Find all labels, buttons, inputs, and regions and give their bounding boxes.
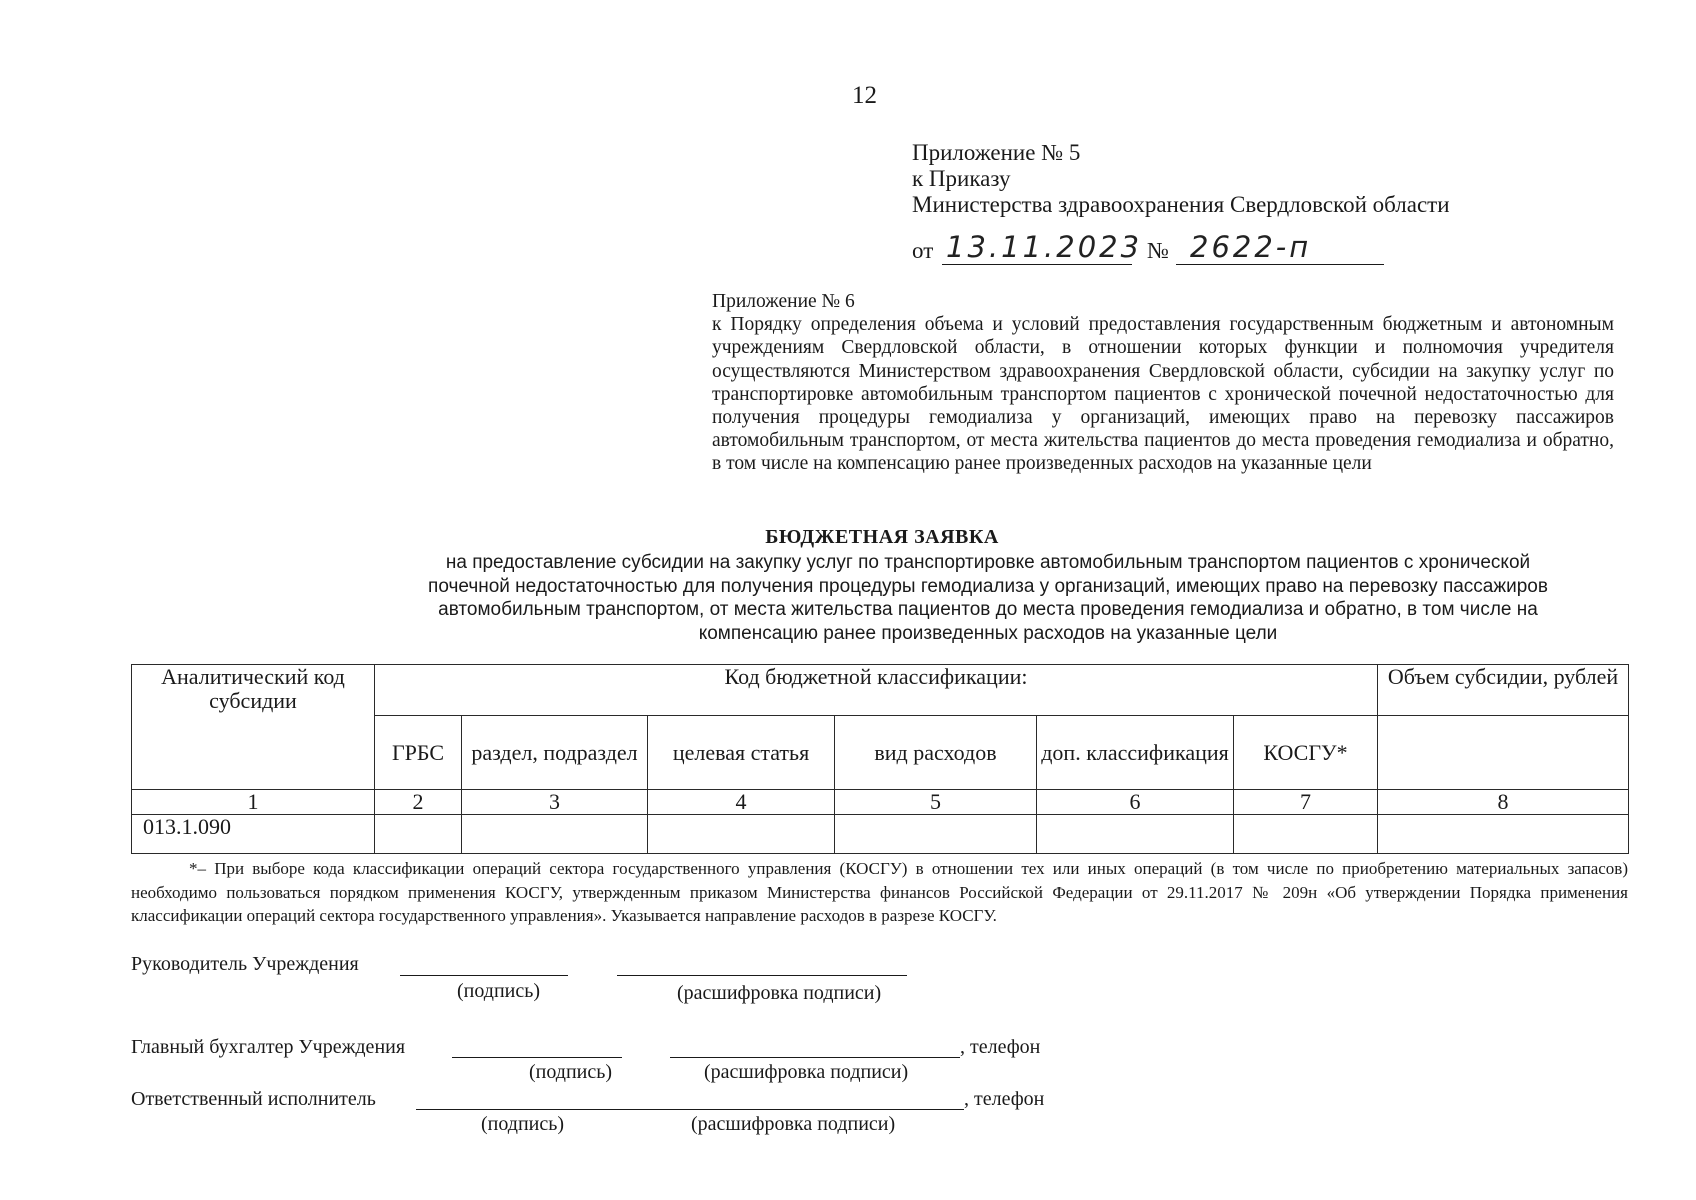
column-number: 8 bbox=[1378, 790, 1629, 815]
order-date-field bbox=[946, 230, 1143, 266]
order-from-label: от bbox=[912, 238, 934, 263]
appendix-6-text: к Порядку определения объема и условий предоставления государственным бюджетным и автономным учреждениям Свердловской области, в отношении которых функции и полномочия учредителя осуществляются Министерством здравоохранения Свердловской области, субсидии на закупку услуг по транспортировке автомобильным транспортом пациентов с хронической почечной недостаточностью для получения процедуры гемодиализа у организаций, имеющих право на перевозку пассажиров автомобильным транспортом, от места жительства пациентов до места проведения гемодиализа и обратно, в том числе на компенсацию ранее произведенных расходов на указанные цели bbox=[712, 314, 1614, 475]
appendix-5-to-order: к Приказу bbox=[912, 166, 1011, 191]
cell-target-article bbox=[648, 815, 835, 854]
executor-decoding-caption: (расшифровка подписи) bbox=[691, 1113, 896, 1135]
appendix-5-header bbox=[912, 140, 1450, 218]
table-number-row bbox=[132, 790, 1629, 815]
document-title: БЮДЖЕТНАЯ ЗАЯВКА bbox=[765, 526, 999, 548]
cell-extra-classification bbox=[1037, 815, 1234, 854]
order-number-label: № bbox=[1147, 238, 1169, 263]
executor-label: Ответственный исполнитель bbox=[131, 1088, 376, 1110]
cell-grbs bbox=[375, 815, 462, 854]
column-number: 2 bbox=[375, 790, 462, 815]
document-subtitle bbox=[398, 551, 1578, 645]
appendix-6-header bbox=[712, 290, 1614, 476]
header-volume-empty bbox=[1378, 716, 1629, 790]
column-number: 6 bbox=[1037, 790, 1234, 815]
cell-expense-type bbox=[835, 815, 1037, 854]
column-number: 3 bbox=[462, 790, 648, 815]
order-date-handwritten: 13.11.2023 bbox=[946, 230, 1143, 264]
header-target-article: целевая статья bbox=[648, 716, 835, 790]
cell-analytic-code: 013.1.090 bbox=[132, 815, 375, 854]
executor-signature-caption: (подпись) bbox=[481, 1113, 565, 1135]
appendix-6-title: Приложение № 6 bbox=[712, 291, 855, 312]
header-section: раздел, подраздел bbox=[462, 716, 648, 790]
appendix-5-title: Приложение № 5 bbox=[912, 140, 1081, 165]
column-number: 4 bbox=[648, 790, 835, 815]
header-analytic-code: Аналитический код субсидии bbox=[132, 665, 375, 790]
appendix-5-ministry: Министерства здравоохранения Свердловской области bbox=[912, 192, 1450, 217]
footnote: *– При выборе кода классификации операций сектора государственного управления (КОСГУ) в отношении тех или иных операций (в том числе по приобретению материальных запасов) необходимо пользоваться порядком применения КОСГУ, утвержденным приказом Министерства финансов Российской Федерации от 29.11.2017 № 209н «Об утверждении Порядка применения классификации операций сектора государственного управления». Указывается направление расходов в разрезе КОСГУ. bbox=[131, 859, 1628, 925]
subtitle-line: компенсацию ранее произведенных расходов на указанные цели bbox=[698, 622, 1278, 644]
cell-section bbox=[462, 815, 648, 854]
chief-accountant-decoding-line bbox=[670, 1057, 960, 1058]
chief-accountant-signature-line bbox=[452, 1057, 622, 1058]
executor-phone-label: , телефон bbox=[964, 1088, 1045, 1110]
page-number: 12 bbox=[852, 82, 877, 109]
header-grbs: ГРБС bbox=[375, 716, 462, 790]
header-expense-type: вид расходов bbox=[835, 716, 1037, 790]
executor-line bbox=[416, 1109, 964, 1110]
table-row bbox=[132, 815, 1629, 854]
column-number: 1 bbox=[132, 790, 375, 815]
head-signature-label: Руководитель Учреждения bbox=[131, 953, 359, 975]
head-signature-caption: (подпись) bbox=[457, 980, 541, 1002]
chief-accountant-label: Главный бухгалтер Учреждения bbox=[131, 1036, 406, 1058]
order-date-number-line bbox=[912, 238, 933, 264]
head-decoding-line bbox=[617, 975, 907, 976]
chief-accountant-signature-caption: (подпись) bbox=[529, 1061, 613, 1083]
order-number-field bbox=[1190, 230, 1380, 266]
head-signature-line bbox=[400, 975, 568, 976]
header-subsidy-volume: Объем субсидии, рублей bbox=[1378, 665, 1629, 716]
cell-kosgu bbox=[1234, 815, 1378, 854]
column-number: 5 bbox=[835, 790, 1037, 815]
chief-accountant-phone-label: , телефон bbox=[960, 1036, 1041, 1058]
column-number: 7 bbox=[1234, 790, 1378, 815]
chief-accountant-decoding-caption: (расшифровка подписи) bbox=[704, 1061, 909, 1083]
table-header-row bbox=[132, 665, 1629, 716]
header-budget-classification: Код бюджетной классификации: bbox=[375, 665, 1378, 716]
subtitle-line: почечной недостаточностью для получения процедуры гемодиализа у организаций, имеющих право на перевозку пассажиров bbox=[428, 575, 1548, 597]
header-kosgu: КОСГУ* bbox=[1234, 716, 1378, 790]
header-extra-classification: доп. классификация bbox=[1037, 716, 1234, 790]
order-number-handwritten: 2622-п bbox=[1190, 230, 1312, 264]
budget-request-table bbox=[131, 664, 1629, 854]
cell-subsidy-volume bbox=[1378, 815, 1629, 854]
head-decoding-caption: (расшифровка подписи) bbox=[677, 982, 882, 1004]
subtitle-line: автомобильным транспортом, от места жительства пациентов до места проведения гемодиализа и обратно, в том числе на bbox=[438, 599, 1538, 620]
subtitle-line: на предоставление субсидии на закупку услуг по транспортировке автомобильным транспортом пациентов с хронической bbox=[445, 552, 1531, 573]
